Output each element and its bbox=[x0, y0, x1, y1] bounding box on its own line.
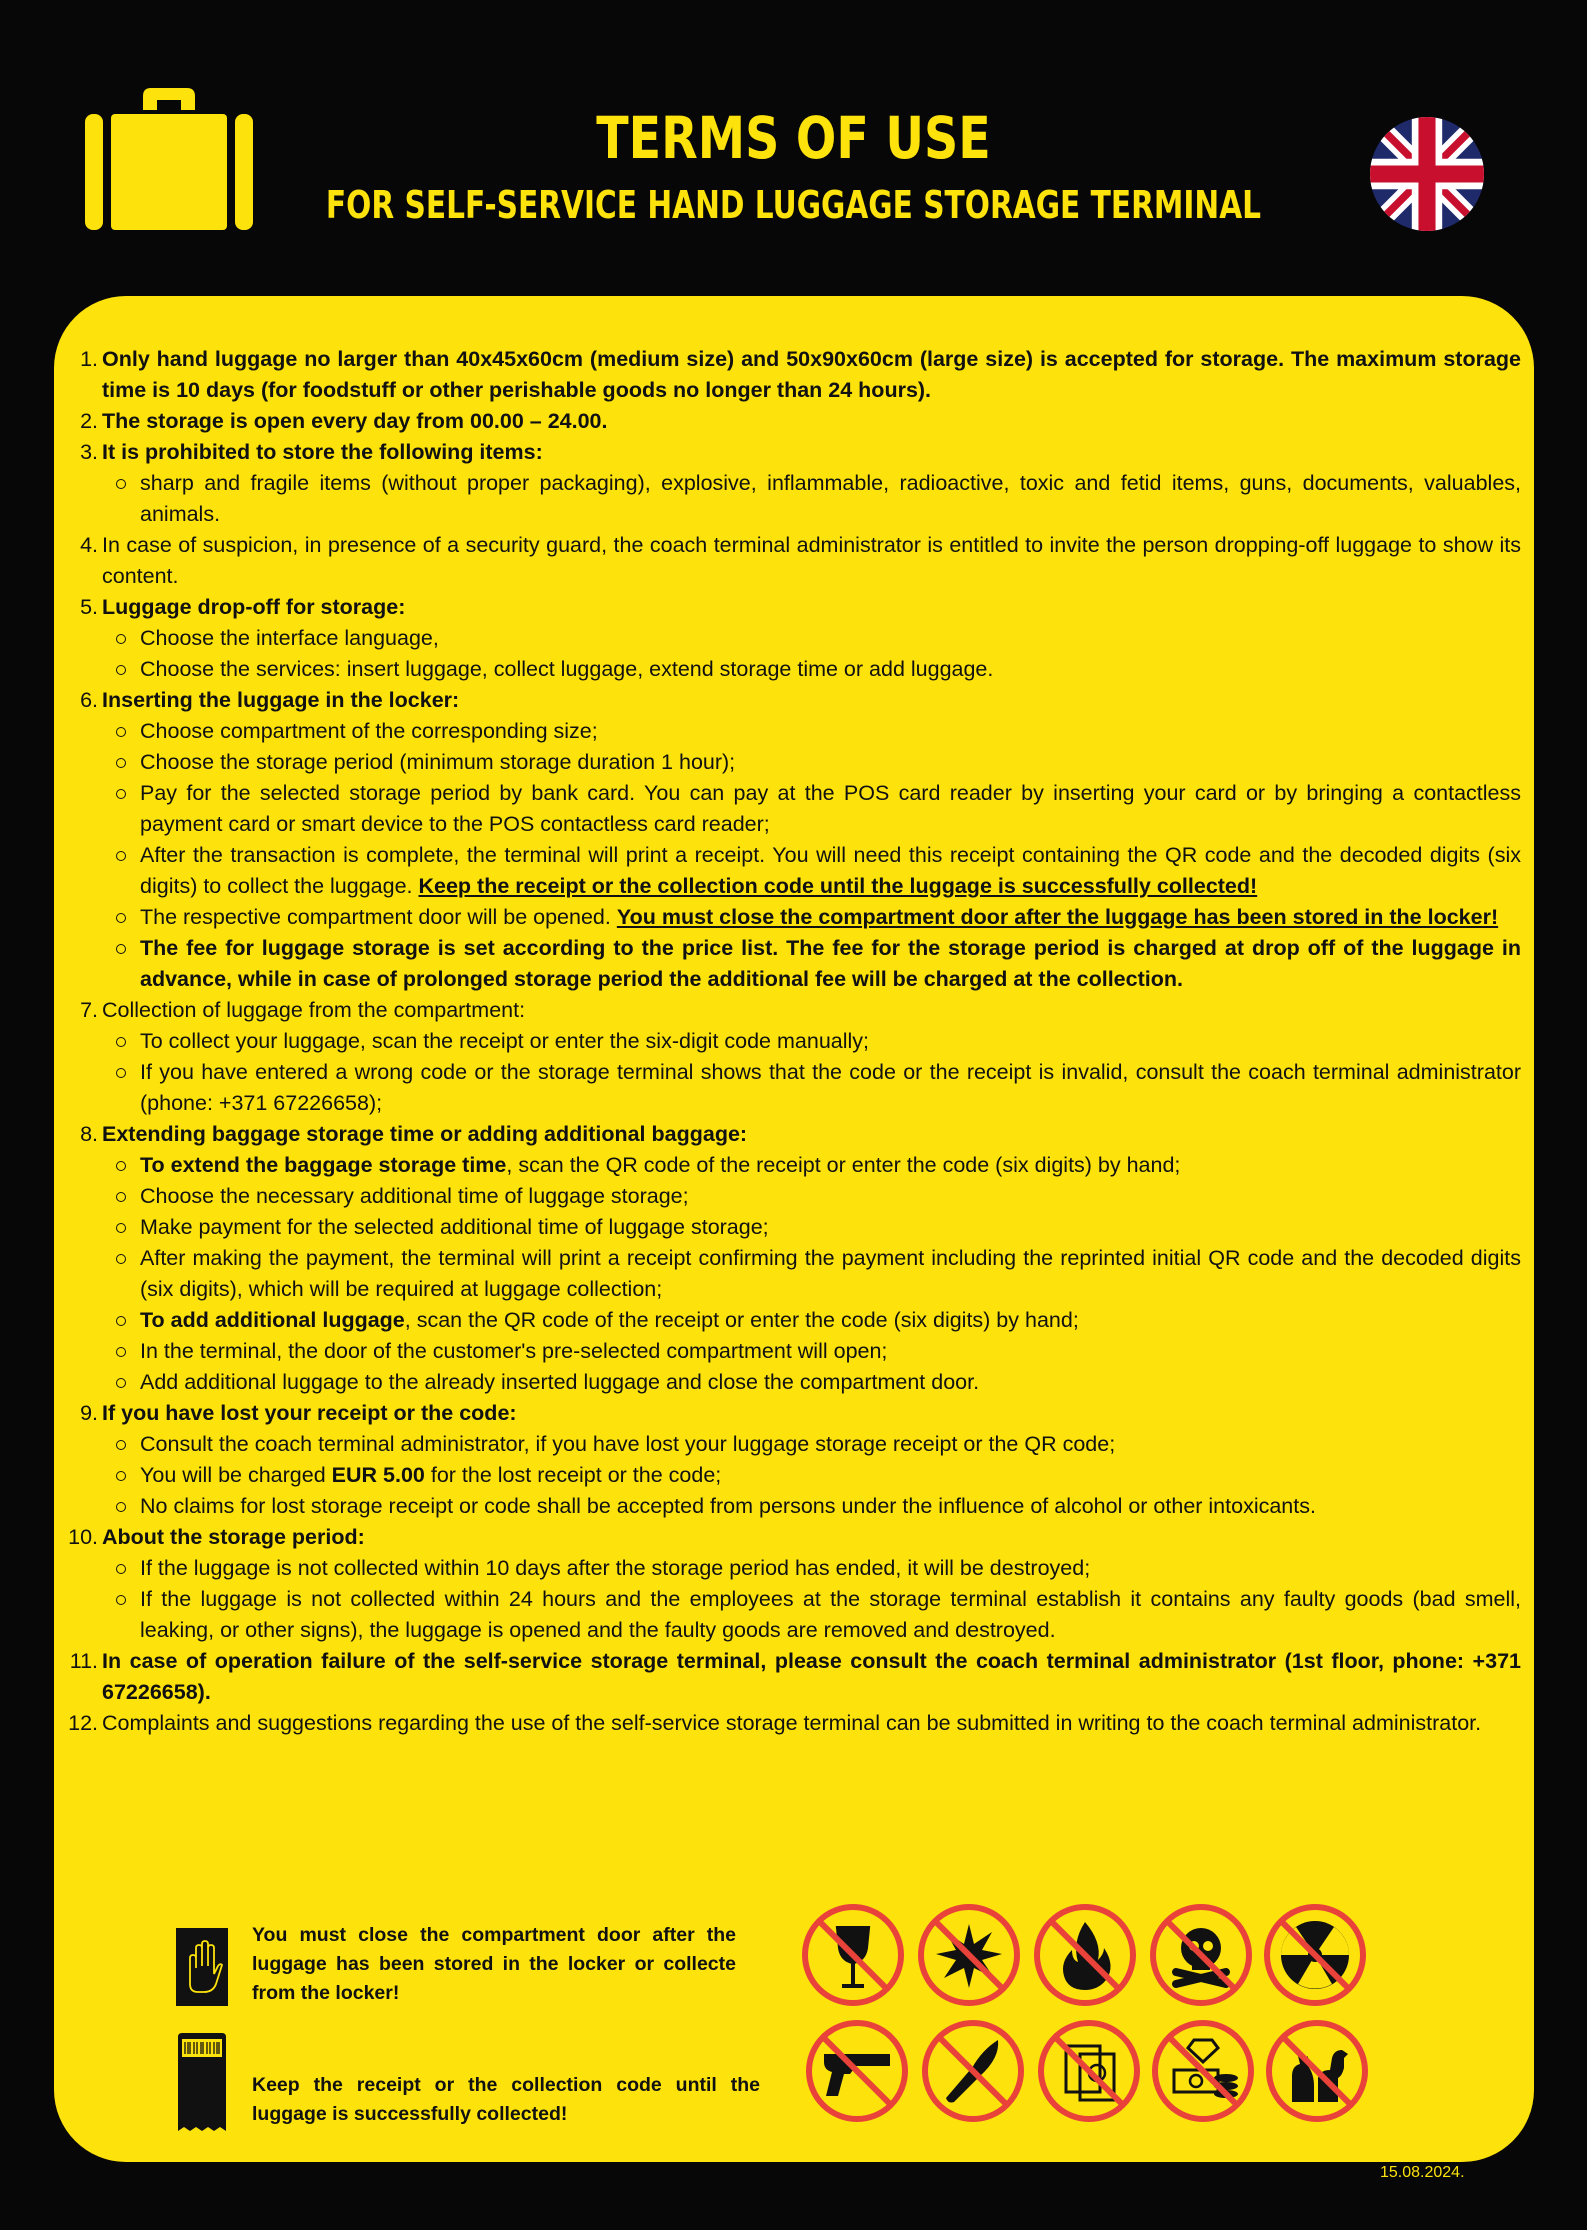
rule-subitem: In the terminal, the door of the customer's pre-selected compartment will open; bbox=[140, 1336, 1521, 1367]
rule-item: 9. If you have lost your receipt or the code: Consult the coach terminal administrator, if you have lost your luggage storage receipt or the QR code; You will be charged EUR 5.00 for the lost receipt or the code; No claims for lost storage receipt or code shall be accepted from persons under the influence of alcohol or other intoxicants. bbox=[102, 1398, 1521, 1522]
keep-receipt-note: Keep the receipt or the collection code until the luggage is successfully collected! bbox=[252, 2074, 760, 2125]
uk-flag-icon bbox=[1370, 117, 1484, 231]
rule-subitem: sharp and fragile items (without proper packaging), explosive, inflammable, radioactive, toxic and fetid items, guns, documents, valuables, animals. bbox=[140, 468, 1521, 530]
rule-text: If you have lost your receipt or the code: bbox=[102, 1401, 517, 1425]
no-valuables-icon bbox=[1150, 2018, 1256, 2124]
page-subtitle: FOR SELF-SERVICE HAND LUGGAGE STORAGE TERMINAL bbox=[325, 183, 1262, 227]
hand-stop-icon bbox=[176, 1928, 228, 2006]
rule-item: 3. It is prohibited to store the following items: sharp and fragile items (without proper packaging), explosive, inflammable, radioactive, toxic and fetid items, guns, documents, valuables, animals. bbox=[102, 437, 1521, 530]
rule-item: 12. Complaints and suggestions regarding the use of the self-service storage terminal can be submitted in writing to the coach terminal administrator. bbox=[68, 1711, 1482, 1735]
receipt-icon bbox=[176, 2033, 228, 2135]
rule-item: 11. In case of operation failure of the self-service storage terminal, please consult the coach terminal administrator (1st floor, phone: +371 67226658). bbox=[69, 1649, 1521, 1704]
close-door-note: You must close the compartment door after the luggage has been stored in the locker or collecte from the locker! bbox=[252, 1924, 736, 2004]
no-fragile-icon bbox=[800, 1902, 906, 2008]
rule-item: 5. Luggage drop-off for storage: Choose the interface language, Choose the services: insert luggage, collect luggage, extend storage time or add luggage. bbox=[102, 592, 1521, 685]
revision-date: 15.08.2024. bbox=[1380, 2164, 1465, 2181]
rule-subitem: No claims for lost storage receipt or code shall be accepted from persons under the influence of alcohol or other intoxicants. bbox=[140, 1491, 1521, 1522]
no-flammable-icon bbox=[1032, 1902, 1138, 2008]
rule-subitem: The fee for luggage storage is set according to the price list. The fee for the storage period is charged at drop off of the luggage in advance, while in case of prolonged storage period the additional fee will be charged at the collection. bbox=[140, 933, 1521, 995]
rule-subitem: Consult the coach terminal administrator, if you have lost your luggage storage receipt or the QR code; bbox=[140, 1429, 1521, 1460]
rule-subitem: If the luggage is not collected within 24 hours and the employees at the storage terminal establish it contains any faulty goods (bad smell, leaking, or other signs), the luggage is opened and the faulty goods are removed and destroyed. bbox=[140, 1584, 1521, 1646]
rule-item: 8. Extending baggage storage time or adding additional baggage: To extend the baggage storage time, scan the QR code of the receipt or enter the code (six digits) by hand; Choose the necessary additional time of luggage storage; Make payment for the selected additional time of luggage storage; After making the payment, the terminal will print a receipt confirming the payment including the reprinted initial QR code and the decoded digits (six digits), which will be required at luggage collection; To add additional luggage, scan the QR code of the receipt or enter the code (six digits) by hand; In the terminal, the door of the customer's pre-selected compartment will open; Add additional luggage to the already inserted luggage and close the compartment door. bbox=[102, 1119, 1521, 1398]
rule-subitem: Pay for the selected storage period by bank card. You can pay at the POS card reader by inserting your card or by bringing a contactless payment card or smart device to the POS contactless card reader; bbox=[140, 778, 1521, 840]
rule-text: Only hand luggage no larger than 40x45x60cm (medium size) and 50x90x60cm (large size) is accepted for storage. The maximum storage time is 10 days (for foodstuff or other perishable goods no longer than 24 hours). bbox=[102, 347, 1521, 402]
rule-subitem: To extend the baggage storage time, scan the QR code of the receipt or enter the code (six digits) by hand; bbox=[140, 1150, 1521, 1181]
no-radioactive-icon bbox=[1262, 1902, 1368, 2008]
rule-text: Complaints and suggestions regarding the use of the self-service storage terminal can be submitted in writing to the coach terminal administrator. bbox=[102, 1711, 1482, 1735]
no-toxic-icon bbox=[1148, 1902, 1254, 2008]
rule-text: The storage is open every day from 00.00 – 24.00. bbox=[102, 409, 608, 433]
rule-subitem: After making the payment, the terminal will print a receipt confirming the payment including the reprinted initial QR code and the decoded digits (six digits), which will be required at luggage collection; bbox=[140, 1243, 1521, 1305]
rule-text: Collection of luggage from the compartment: bbox=[102, 998, 526, 1022]
rule-item: 7. Collection of luggage from the compartment: To collect your luggage, scan the receipt or enter the six-digit code manually; If you have entered a wrong code or the storage terminal shows that the code or the receipt is invalid, consult the coach terminal administrator (phone: +371 67226658); bbox=[102, 995, 1521, 1119]
rule-subitem: The respective compartment door will be opened. You must close the compartment door after the luggage has been stored in the locker! bbox=[140, 902, 1521, 933]
rule-text: Inserting the luggage in the locker: bbox=[102, 688, 460, 712]
rule-subitem: Choose the storage period (minimum storage duration 1 hour); bbox=[140, 747, 1521, 778]
rule-item: 4. In case of suspicion, in presence of a security guard, the coach terminal administrator is entitled to invite the person dropping-off luggage to show its content. bbox=[80, 533, 1521, 588]
no-sharp-icon bbox=[920, 2018, 1026, 2124]
page-title: TERMS OF USE bbox=[596, 104, 991, 172]
rule-subitem: Choose the services: insert luggage, collect luggage, extend storage time or add luggage. bbox=[140, 654, 1521, 685]
rule-text: Extending baggage storage time or adding additional baggage: bbox=[102, 1122, 748, 1146]
rule-subitem: You will be charged EUR 5.00 for the lost receipt or the code; bbox=[140, 1460, 1521, 1491]
no-explosive-icon bbox=[916, 1902, 1022, 2008]
rule-subitem: Add additional luggage to the already inserted luggage and close the compartment door. bbox=[140, 1367, 1521, 1398]
rule-item: 2. The storage is open every day from 00.00 – 24.00. bbox=[80, 409, 608, 433]
rule-subitem: Choose compartment of the corresponding size; bbox=[140, 716, 1521, 747]
rule-subitem: Make payment for the selected additional time of luggage storage; bbox=[140, 1212, 1521, 1243]
terms-list bbox=[68, 344, 1521, 1739]
rule-text: In case of suspicion, in presence of a security guard, the coach terminal administrator is entitled to invite the person dropping-off luggage to show its content. bbox=[102, 533, 1521, 588]
rule-item: 1. Only hand luggage no larger than 40x45x60cm (medium size) and 50x90x60cm (large size) is accepted for storage. The maximum storage time is 10 days (for foodstuff or other perishable goods no longer than 24 hours). bbox=[80, 347, 1521, 402]
rule-subitem: After the transaction is complete, the terminal will print a receipt. You will need this receipt containing the QR code and the decoded digits (six digits) to collect the luggage. Keep the receipt or the collection code until the luggage is successfully collected! bbox=[140, 840, 1521, 902]
rule-subitem: Choose the necessary additional time of luggage storage; bbox=[140, 1181, 1521, 1212]
rule-subitem: Choose the interface language, bbox=[140, 623, 1521, 654]
no-animals-icon bbox=[1264, 2018, 1370, 2124]
rule-text: Luggage drop-off for storage: bbox=[102, 595, 406, 619]
rule-subitem: If the luggage is not collected within 10 days after the storage period has ended, it will be destroyed; bbox=[140, 1553, 1521, 1584]
no-documents-icon bbox=[1036, 2018, 1142, 2124]
rule-subitem: If you have entered a wrong code or the storage terminal shows that the code or the receipt is invalid, consult the coach terminal administrator (phone: +371 67226658); bbox=[140, 1057, 1521, 1119]
rule-subitem: To add additional luggage, scan the QR code of the receipt or enter the code (six digits) by hand; bbox=[140, 1305, 1521, 1336]
no-guns-icon bbox=[804, 2018, 910, 2124]
rule-item: 10. About the storage period: If the luggage is not collected within 10 days after the storage period has ended, it will be destroyed; If the luggage is not collected within 24 hours and the employees at the storage terminal establish it contains any faulty goods (bad smell, leaking, or other signs), the luggage is opened and the faulty goods are removed and destroyed. bbox=[102, 1522, 1521, 1646]
rule-text: About the storage period: bbox=[102, 1525, 365, 1549]
rule-text: In case of operation failure of the self-service storage terminal, please consult the coach terminal administrator (1st floor, phone: +371 67226658). bbox=[102, 1649, 1521, 1704]
rule-item: 6. Inserting the luggage in the locker: Choose compartment of the corresponding size; Choose the storage period (minimum storage duration 1 hour); Pay for the selected storage period by bank card. You can pay at the POS card reader by inserting your card or by bringing a contactless payment card or smart device to the POS contactless card reader; After the transaction is complete, the terminal will print a receipt. You will need this receipt containing the QR code and the decoded digits (six digits) to collect the luggage. Keep the receipt or the collection code until the luggage is successfully collected! The respective compartment door will be opened. You must close the compartment door after the luggage has been stored in the locker! The fee for luggage storage is set according to the price list. The fee for the storage period is charged at drop off of the luggage in advance, while in case of prolonged storage period the additional fee will be charged at the collection. bbox=[102, 685, 1521, 995]
rule-subitem: To collect your luggage, scan the receipt or enter the six-digit code manually; bbox=[140, 1026, 1521, 1057]
rule-text: It is prohibited to store the following items: bbox=[102, 440, 543, 464]
